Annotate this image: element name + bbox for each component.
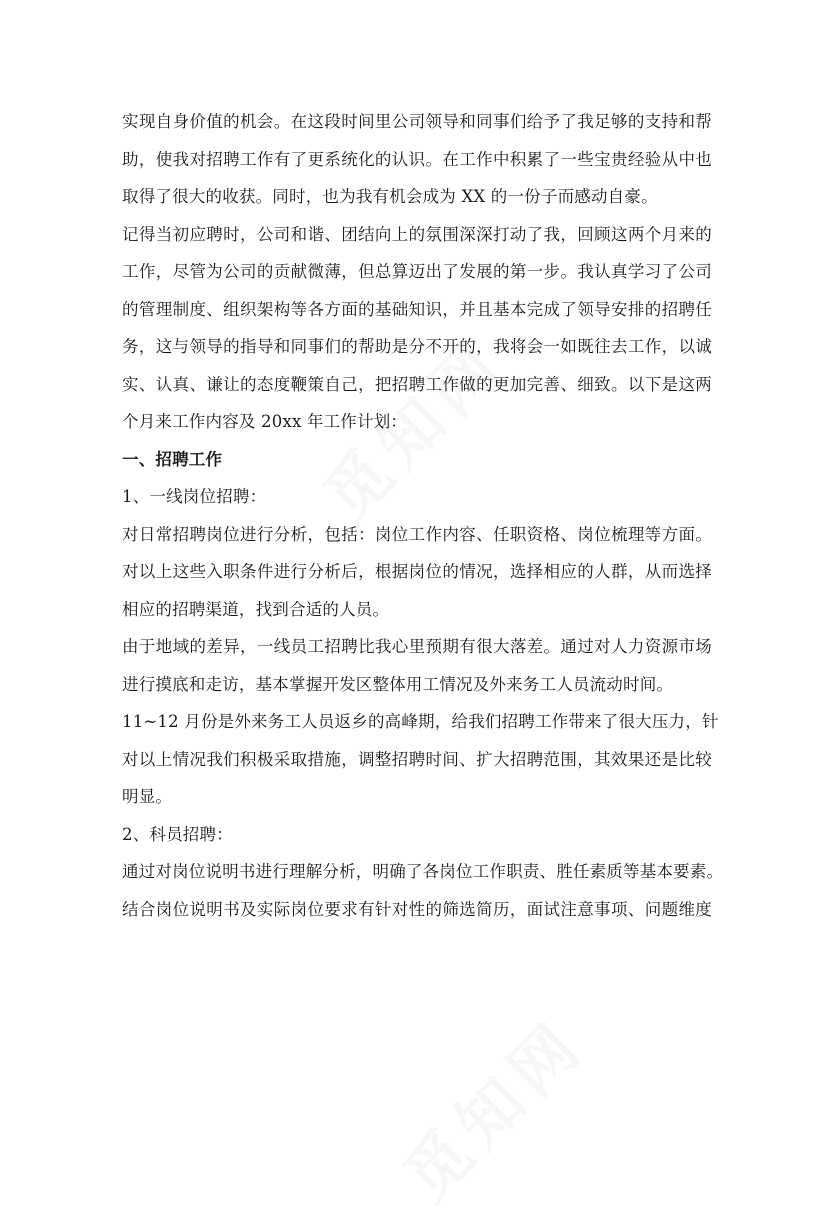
text-line: 明显。 <box>122 787 173 806</box>
text-line: 由于地域的差异，一线员工招聘比我心里预期有很大落差。通过对人力资源市场 <box>122 637 712 656</box>
text-line: 相应的招聘渠道，找到合适的人员。 <box>122 599 390 619</box>
text-line: 对以上这些入职条件进行分析后，根据岗位的情况，选择相应的人群，从而选择 <box>122 562 712 581</box>
text-line: 通过对岗位说明书进行理解分析，明确了各岗位工作职责、胜任素质等基本要素。 <box>122 862 724 881</box>
text-line: 助，使我对招聘工作有了更系统化的认识。在工作中积累了一些宝贵经验从中也 <box>122 149 712 169</box>
text-line: 结合岗位说明书及实际岗位要求有针对性的筛选简历，面试注意事项、问题维度 <box>122 899 712 919</box>
watermark <box>380 995 602 1217</box>
text-line: 实现自身价值的机会。在这段时间里公司领导和同事们给予了我足够的支持和帮 <box>122 112 712 131</box>
text-line: 务，这与领导的指导和同事们的帮助是分不开的，我将会一如既往去工作，以诚 <box>122 337 712 356</box>
text-line: 的管理制度、组织架构等各方面的基础知识，并且基本完成了领导安排的招聘任 <box>122 299 712 319</box>
text-line: 个月来工作内容及 20xx 年工作计划： <box>122 412 408 431</box>
text-line: 对日常招聘岗位进行分析，包括：岗位工作内容、任职资格、岗位梳理等方面。 <box>122 524 712 544</box>
document-body <box>122 103 724 928</box>
subsection-heading: 2、科员招聘： <box>122 824 233 844</box>
subsection-heading: 1、一线岗位招聘： <box>122 487 267 506</box>
text-line: 实、认真、谦让的态度鞭策自己，把招聘工作做的更加完善、细致。以下是这两 <box>122 374 712 394</box>
text-line: 记得当初应聘时，公司和谐、团结向上的氛围深深打动了我，回顾这两个月来的 <box>122 224 712 244</box>
text-line: 取得了很大的收获。同时，也为我有机会成为 XX 的一份子而感动自豪。 <box>122 187 658 206</box>
text-line: 对以上情况我们积极采取措施，调整招聘时间、扩大招聘范围，其效果还是比较 <box>122 749 712 769</box>
text-line: 工作，尽管为公司的贡献微薄，但总算迈出了发展的第一步。我认真学习了公司 <box>122 262 712 281</box>
text-line: 11~12 月份是外来务工人员返乡的高峰期，给我们招聘工作带来了很大压力，针 <box>122 712 719 731</box>
text-line: 进行摸底和走访，基本掌握开发区整体用工情况及外来务工人员流动时间。 <box>122 674 674 694</box>
section-heading: 一、招聘工作 <box>122 449 223 469</box>
